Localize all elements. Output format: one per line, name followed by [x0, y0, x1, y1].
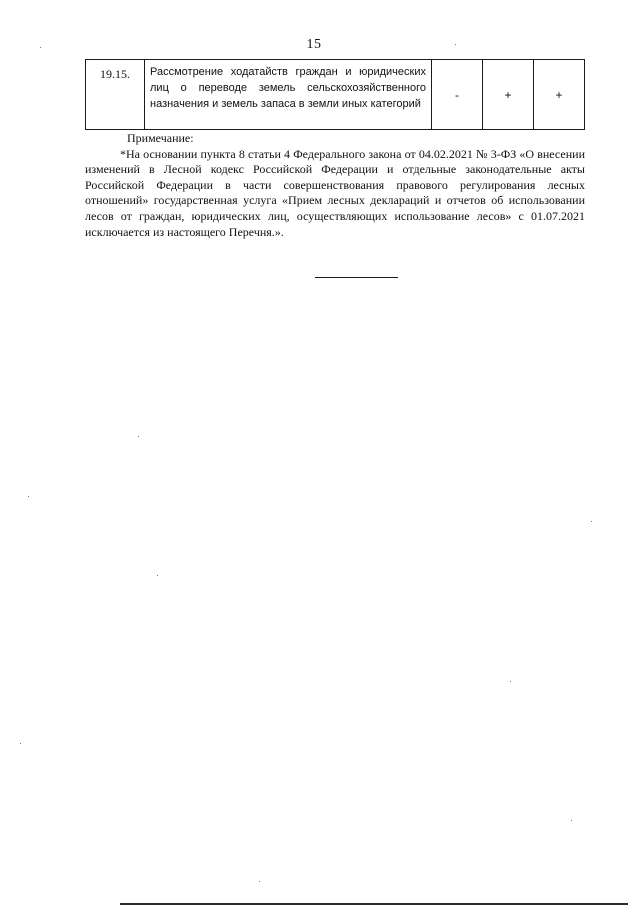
closing-rule [315, 277, 398, 278]
note-label: Примечание: [127, 131, 194, 145]
row-mark-1: - [432, 60, 483, 130]
row-mark-3: + [534, 60, 585, 130]
scan-speck [591, 521, 592, 522]
scan-speck [40, 47, 41, 48]
services-table [85, 59, 585, 130]
scan-speck [20, 743, 21, 744]
row-service-text: Рассмотрение ходатайств граждан и юридических лиц о переводе земель сельскохозяйственного назначения и земель запаса в земли иных категорий [145, 60, 432, 130]
scan-speck [157, 575, 158, 576]
note-text: *На основании пункта 8 статьи 4 Федерального закона от 04.02.2021 № 3-ФЗ «О внесении изменений в Лесной кодекс Российской Федерации и отдельные законодательные акты Российской Федерации в части совершенствования правового регулирования лесных отношений» государственная услуга «Прием лесных деклараций и отчетов об использовании лесов от граждан, юридических лиц, осуществляющих использование лесов» с 01.07.2021 исключается из настоящего Перечня.». [85, 146, 585, 239]
page-number: 15 [306, 37, 322, 52]
scan-speck [259, 881, 260, 882]
scan-speck [510, 681, 511, 682]
row-mark-2: + [483, 60, 534, 130]
scan-speck [455, 44, 456, 45]
table-row [86, 60, 585, 130]
scan-speck [571, 820, 572, 821]
scan-speck [138, 436, 139, 437]
row-number: 19.15. [86, 60, 145, 130]
scan-speck [28, 496, 29, 497]
note-block [85, 131, 585, 240]
